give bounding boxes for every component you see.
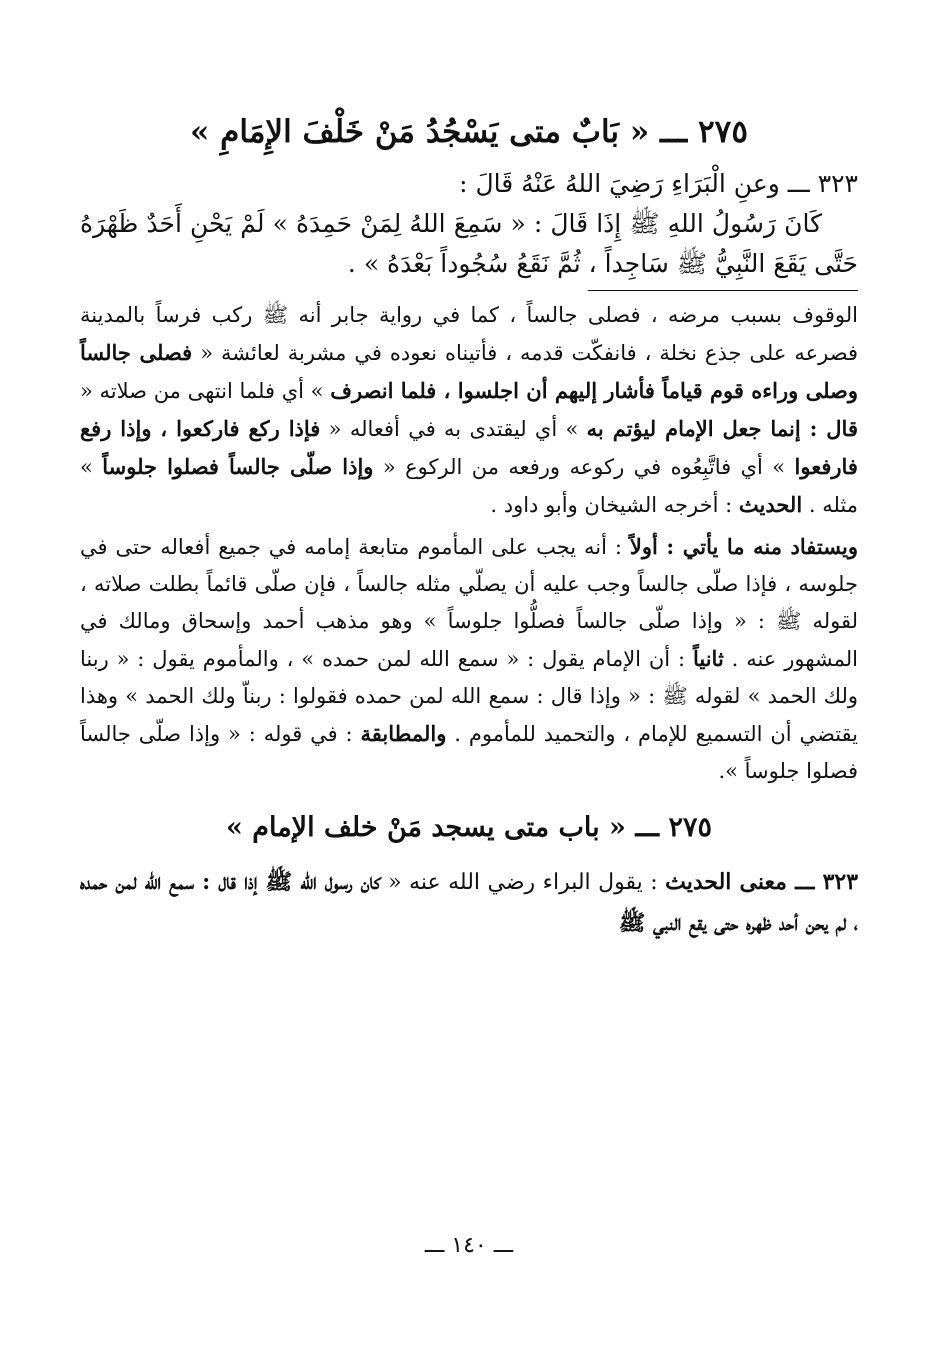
benefits-text: : أنه يجب على المأموم متابعة إمامه في جميع أفعاله حتى في جلوسه ، فإذا صلّى جالساً وجب عليه أن يصلّي مثله جالساً ، فإن صلّى قائماً بطلت صلاته ، لقوله ﷺ : « وإذا صلّى جالساً فصلُّوا جلوساً » وهو مذهب أحمد وإسحاق ومالك في المشهور عنه . <box>80 535 858 671</box>
commentary-text: الوقوف بسبب مرضه ، فصلى جالساً ، كما في رواية جابر أنه ﷺ ركب فرساً بالمدينة فصرعه على جذع نخلة ، فانفكّت قدمه ، فأتيناه نعوده في مشربة لعائشة « <box>80 303 858 365</box>
commentary-bold: فصلى جالساً وصلى وراءه قوم قياماً فأشار إليهم أن اجلسوا ، فلما انصرف <box>80 340 858 403</box>
commentary-text: » أي فاتَّبِعُوه في ركوعه ورفعه من الركوع « <box>382 455 786 479</box>
meaning-paragraph <box>80 862 858 944</box>
commentary-bold: وإذا صلّى جالساً فصلوا جلوساً <box>102 454 374 479</box>
commentary-text: » أي ليقتدى به في أفعاله « <box>328 417 579 441</box>
benefits-bold: ويستفاد منه ما يأتي : أولاً <box>629 534 858 559</box>
benefits-text: : في قوله : « وإذا صلّى جالساً فصلوا جلوساً ». <box>80 722 858 783</box>
benefits-bold: والمطابقة <box>360 721 447 746</box>
section-title: ٢٧٥ ـــ « باب متى يسجد مَنْ خلف الإمام » <box>226 812 712 843</box>
commentary-bold: فإذا ركع فاركعوا ، وإذا رفع فارفعوا <box>80 416 858 479</box>
benefits-paragraph <box>80 528 858 790</box>
chapter-title: ٢٧٥ ـــ « بَابٌ متى يَسْجُدُ مَنْ خَلْفَ الإِمَامِ » <box>190 114 748 150</box>
commentary-paragraph <box>80 297 858 524</box>
benefits-bold: ثانياً <box>692 646 724 671</box>
page-number: ـــ ١٤٠ ـــ <box>424 1233 514 1258</box>
page-content <box>80 110 858 1270</box>
commentary-text: » مثله . <box>80 455 858 517</box>
commentary-text: » أي فلما انتهى من صلاته « <box>80 379 324 403</box>
hadith-text: كَانَ رَسُولُ اللهِ ﷺ إِذَا قَالَ : « سَمِعَ اللهُ لِمَنْ حَمِدَهُ » لَمْ يَحْنِ أَحَدٌ ظَهْرَهُ حَتَّى يَقَعَ النَّبِيُّ ﷺ سَاجِداً ، ثُمَّ نَقَعُ سُجُوداً بَعْدَهُ » . <box>80 209 858 278</box>
meaning-text: : يقول البراء رضي الله عنه « <box>388 870 658 895</box>
hadith-heading: ٣٢٣ ـــ وعنِ الْبَرَاءِ رَضِيَ اللهُ عَنْهُ قَالَ : <box>459 169 858 198</box>
commentary-text: : أخرجه الشيخان وأبو داود . <box>490 493 733 517</box>
meaning-bold: ٣٢٣ ـــ معنى الحديث <box>665 869 859 895</box>
commentary-bold: قال : إنما جعل الإمام ليؤتم به <box>586 416 858 441</box>
commentary-bold: الحديث <box>738 492 803 517</box>
meaning-bold: كان رسول الله ﷺ إذا قال : سمع الله لمن حمده ، لم يحن أحد ظهره حتى يقع النبي ﷺ <box>80 869 858 936</box>
benefits-text: : أن الإمام يقول : « سمع الله لمن حمده » ، والمأموم يقول : « ربنا ولك الحمد » لقوله ﷺ : « وإذا قال : سمع الله لمن حمده فقولوا : ربناّ ولك الحمد » وهذا يقتضي أن التسميع للإمام ، والتحميد للمأموم . <box>80 647 858 746</box>
footnote-divider <box>588 290 858 291</box>
